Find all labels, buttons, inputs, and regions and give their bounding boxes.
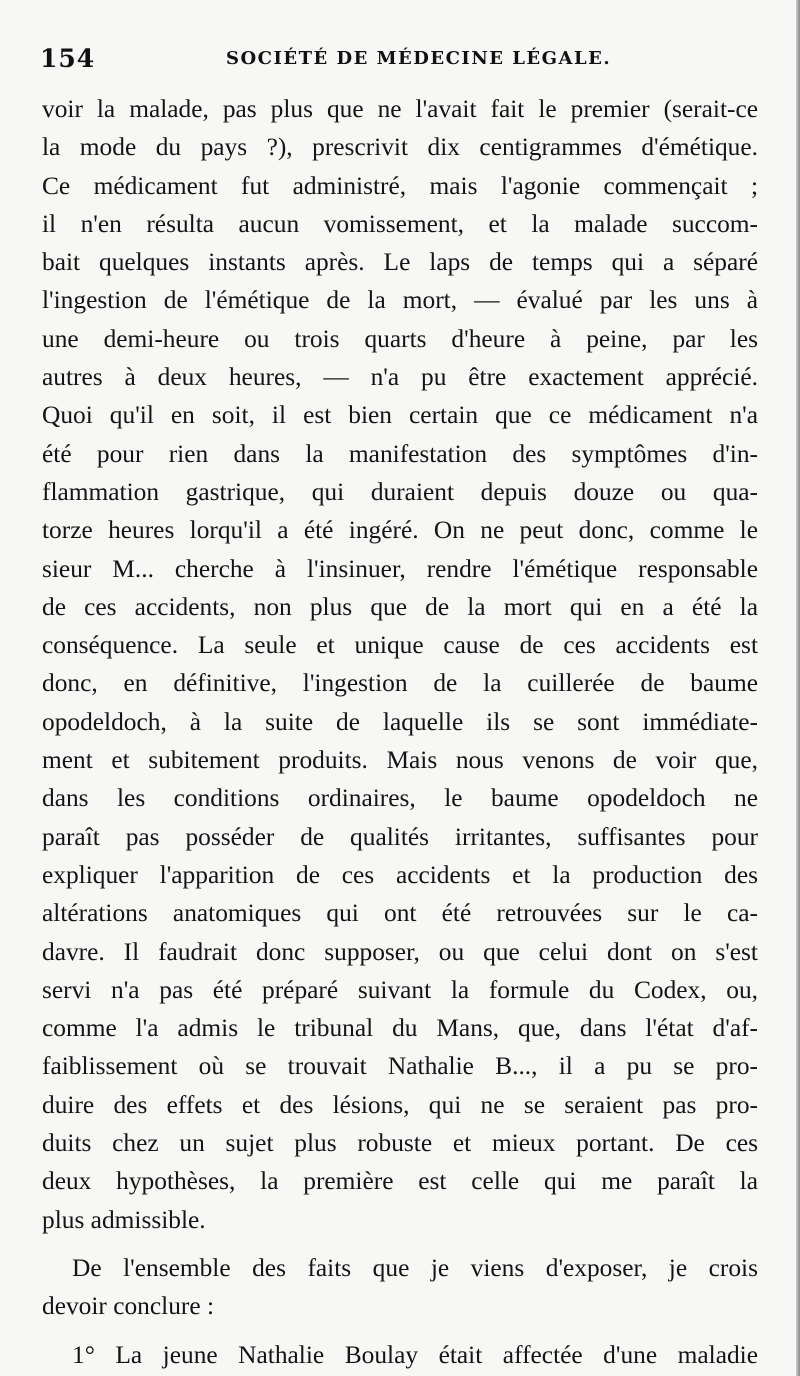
text-line: paraît pas posséder de qualités irritantes, suffisantes pour	[42, 822, 758, 851]
running-head: SOCIÉTÉ DE MÉDECINE LÉGALE.	[226, 48, 612, 69]
body-text	[42, 90, 758, 1374]
text-line: autres à deux heures, — n'a pu être exactement apprécié.	[42, 363, 758, 392]
page-header	[40, 44, 770, 78]
page-edge-shadow	[796, 0, 800, 1376]
text-line: une demi-heure ou trois quarts d'heure à peine, par les	[42, 324, 758, 353]
text-line: expliquer l'apparition de ces accidents et la production des	[42, 860, 758, 889]
text-line: Ce médicament fut administré, mais l'agonie commençait ;	[42, 171, 758, 200]
paragraph-gap	[42, 1239, 758, 1249]
text-line: de ces accidents, non plus que de la mort qui en a été la	[42, 592, 758, 621]
text-line: duits chez un sujet plus robuste et mieux portant. De ces	[42, 1129, 758, 1158]
text-line: opodeldoch, à la suite de laquelle ils se sont immédiate-	[42, 707, 758, 736]
text-line: conséquence. La seule et unique cause de ces accidents est	[42, 631, 758, 660]
page-number: 154	[40, 44, 96, 73]
text-line: il n'en résulta aucun vomissement, et la malade succom-	[42, 209, 758, 238]
text-line: 1° La jeune Nathalie Boulay était affectée d'une maladie	[72, 1340, 758, 1369]
text-line: été pour rien dans la manifestation des symptômes d'in-	[42, 439, 758, 468]
text-line: donc, en définitive, l'ingestion de la cuillerée de baume	[42, 669, 758, 698]
text-line: deux hypothèses, la première est celle qui me paraît la	[42, 1167, 758, 1196]
text-line: faiblissement où se trouvait Nathalie B..., il a pu se pro-	[42, 1052, 758, 1081]
text-line: dans les conditions ordinaires, le baume opodeldoch ne	[42, 784, 758, 813]
text-line: flammation gastrique, qui duraient depuis douze ou qua-	[42, 477, 758, 506]
text-line: comme l'a admis le tribunal du Mans, que, dans l'état d'af-	[42, 1014, 758, 1043]
paragraph-continuation	[42, 90, 758, 1239]
text-line: altérations anatomiques qui ont été retrouvées sur le ca-	[42, 899, 758, 928]
paragraph-conclusion-1	[42, 1336, 758, 1374]
text-line: bait quelques instants après. Le laps de temps qui a séparé	[42, 248, 758, 277]
text-line: la mode du pays ?), prescrivit dix centigrammes d'émétique.	[42, 133, 758, 162]
text-line: devoir conclure :	[42, 1292, 215, 1321]
text-line: De l'ensemble des faits que je viens d'exposer, je crois	[72, 1253, 758, 1282]
text-line: torze heures lorqu'il a été ingéré. On ne peut donc, comme le	[42, 516, 758, 545]
text-line: sieur M... cherche à l'insinuer, rendre l'émétique responsable	[42, 554, 758, 583]
text-line: voir la malade, pas plus que ne l'avait fait le premier (serait-ce	[42, 95, 758, 123]
paragraph-conclusion-intro	[42, 1249, 758, 1326]
paragraph-gap	[42, 1326, 758, 1336]
text-line: ment et subitement produits. Mais nous venons de voir que,	[42, 746, 758, 775]
text-line: davre. Il faudrait donc supposer, ou que celui dont on s'est	[42, 937, 758, 966]
text-line: duire des effets et des lésions, qui ne se seraient pas pro-	[42, 1090, 758, 1119]
text-line: plus admissible.	[42, 1205, 206, 1234]
text-line: servi n'a pas été préparé suivant la formule du Codex, ou,	[42, 975, 758, 1004]
text-line: Quoi qu'il en soit, il est bien certain que ce médicament n'a	[42, 401, 758, 430]
text-line: l'ingestion de l'émétique de la mort, — évalué par les uns à	[42, 286, 758, 315]
